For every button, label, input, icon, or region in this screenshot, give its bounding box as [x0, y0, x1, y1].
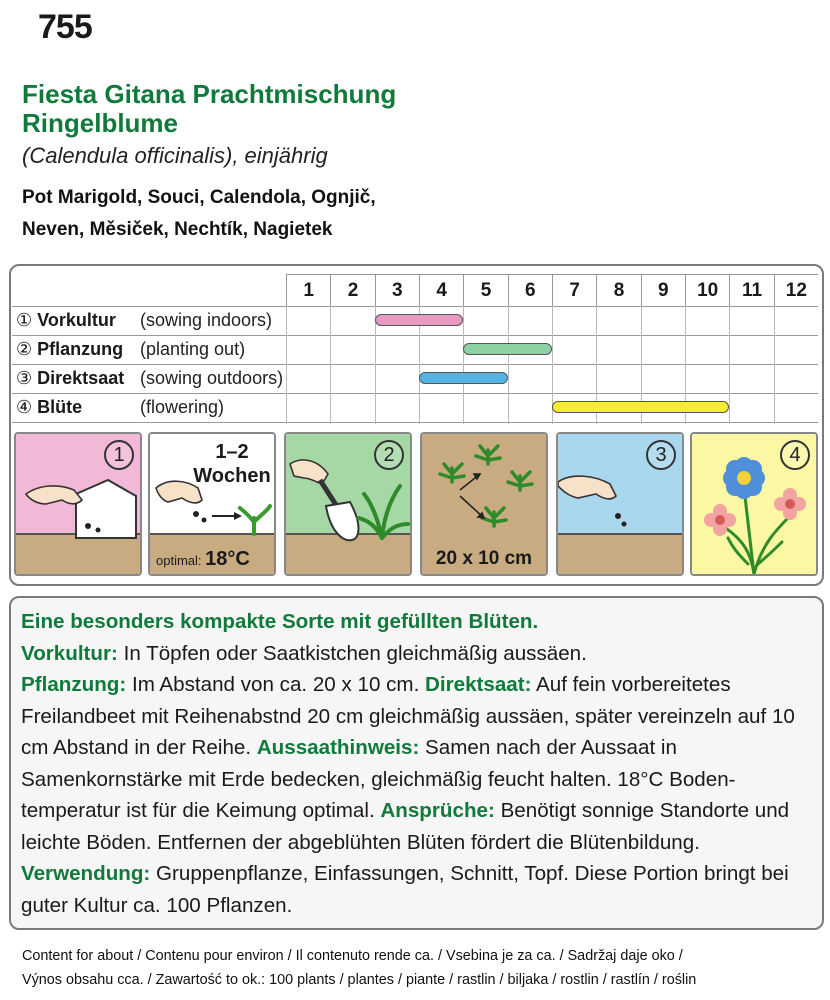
month-2: 2: [330, 274, 374, 306]
row-symbol: ④: [16, 397, 33, 417]
ansprueche-text: Benötigt sonnige Standorte und leichte Böden. Entfernen der abgeblühten Blüten fördert die Blütenbildung.: [21, 799, 790, 854]
weeks-unit: Wochen: [193, 465, 271, 487]
calendar-row-pflanzung: [12, 335, 818, 364]
direktsaat-text: Auf fein vorbereitetes Freilandbeet mit Reihenabstnd 20 cm gleichmäßig aussäen, später vereinzeln auf 10 cm Abstand in der Reihe.: [21, 673, 795, 759]
pflanzung-text: Im Abstand von ca. 20 x 10 cm.: [126, 673, 426, 696]
latin-name: (Calendula officinalis), einjährig: [22, 143, 328, 168]
row-symbol: ②: [16, 339, 33, 359]
aussaathinweis-label: Aussaathinweis:: [256, 736, 420, 759]
row-label-text: Vorkultur: [37, 310, 116, 330]
common-names: [22, 182, 376, 246]
title-line-1: Fiesta Gitana Prachtmischung: [22, 79, 397, 109]
sowing-calendar: [12, 274, 818, 424]
tile-sowing-indoors: [14, 432, 142, 576]
row-label: [16, 368, 124, 389]
month-gridline: [508, 306, 509, 424]
title-line-2: Ringelblume: [22, 108, 179, 138]
period-bar-pflanzung: [463, 343, 552, 355]
optimal-temperature: [156, 548, 250, 571]
row-label-text: Pflanzung: [37, 339, 124, 359]
intro-text: Eine besonders kompakte Sorte mit gefüllten Blüten.: [21, 610, 539, 633]
vorkultur-text: In Töpfen oder Saatkistchen gleichmäßig aussäen.: [117, 641, 587, 665]
pflanzung-label: Pflanzung:: [21, 673, 127, 696]
month-8: 8: [596, 274, 640, 306]
weeks-range: 1–2: [215, 441, 249, 463]
month-gridline: [330, 306, 331, 424]
row-symbol: ③: [16, 368, 33, 388]
row-label: [16, 397, 82, 418]
product-code: 755: [38, 8, 92, 46]
month-gridline: [286, 306, 287, 424]
step-number-1: 1: [104, 440, 134, 470]
footer-line-1: Content for about / Contenu pour environ / Il contenuto rende ca. / Vsebina je za ca. / Sadržaj daje oko /: [22, 948, 683, 964]
month-3: 3: [375, 274, 419, 306]
calendar-row-direktsaat: [12, 364, 818, 393]
month-12: 12: [774, 274, 818, 306]
row-label-text: Direktsaat: [37, 368, 125, 388]
step-number-4: 4: [780, 440, 810, 470]
row-label-text: Blüte: [37, 397, 83, 417]
ansprueche-label: Ansprüche:: [380, 799, 495, 822]
month-6: 6: [508, 274, 552, 306]
optimal-label: optimal:: [156, 553, 202, 568]
description-text: [21, 606, 812, 921]
tile-flowering: [690, 432, 818, 576]
germination-duration: [190, 440, 274, 488]
tile-sowing-outdoors: [556, 432, 684, 576]
instruction-tiles: [14, 432, 818, 578]
month-9: 9: [641, 274, 685, 306]
tile-germination: [148, 432, 276, 576]
row-english-label: (sowing indoors): [140, 310, 273, 330]
aussaathinweis-text: Samen nach der Aussaat in Samenkornstärke mit Erde bedecken, gleichmäßig feucht halten. 18°C Boden-temperatur ist für die Keimung optimal.: [21, 736, 736, 822]
calendar-bottom-line: [12, 422, 818, 423]
common-names-line-1: Pot Marigold, Souci, Calendola, Ognjič,: [22, 187, 376, 208]
month-gridline: [729, 306, 730, 424]
spacing-label: 20 x 10 cm: [435, 548, 533, 569]
optimal-temp-value: 18°C: [205, 548, 250, 570]
month-10: 10: [685, 274, 729, 306]
month-11: 11: [729, 274, 773, 306]
month-4: 4: [419, 274, 463, 306]
product-title: [22, 80, 396, 138]
row-english-label: (planting out): [140, 339, 246, 359]
month-gridline: [774, 306, 775, 424]
verwendung-label: Verwendung:: [21, 862, 151, 885]
direktsaat-label: Direktsaat:: [425, 673, 532, 696]
month-7: 7: [552, 274, 596, 306]
row-symbol: ①: [16, 310, 33, 330]
period-bar-direktsaat: [419, 372, 508, 384]
step-number-3: 3: [646, 440, 676, 470]
common-names-line-2: Neven, Měsiček, Nechtík, Nagietek: [22, 219, 333, 240]
tile-planting-out: [284, 432, 412, 576]
period-bar-blüte: [552, 401, 729, 413]
month-header: [286, 274, 818, 306]
tile-spacing: [420, 432, 548, 576]
content-footer: [22, 944, 822, 992]
row-english-label: (sowing outdoors): [140, 368, 284, 388]
month-gridline: [463, 306, 464, 424]
period-bar-vorkultur: [375, 314, 464, 326]
row-label: [16, 339, 123, 360]
footer-line-2: Výnos obsahu cca. / Zawartość to ok.: 100 plants / plantes / piante / rastlin / biljaka / rostlin / rastlín / roślin: [22, 972, 697, 988]
row-label: [16, 310, 116, 331]
step-number-2: 2: [374, 440, 404, 470]
vorkultur-label: Vorkultur:: [21, 641, 118, 665]
verwendung-text: Gruppenpflanze, Einfassungen, Schnitt, Topf. Diese Portion bringt bei guter Kultur ca. 100 Pflanzen.: [21, 862, 789, 917]
month-5: 5: [463, 274, 507, 306]
blue-flower-icon: [723, 457, 765, 499]
row-english-label: (flowering): [140, 397, 225, 417]
month-1: 1: [286, 274, 330, 306]
description-panel: [9, 596, 824, 930]
